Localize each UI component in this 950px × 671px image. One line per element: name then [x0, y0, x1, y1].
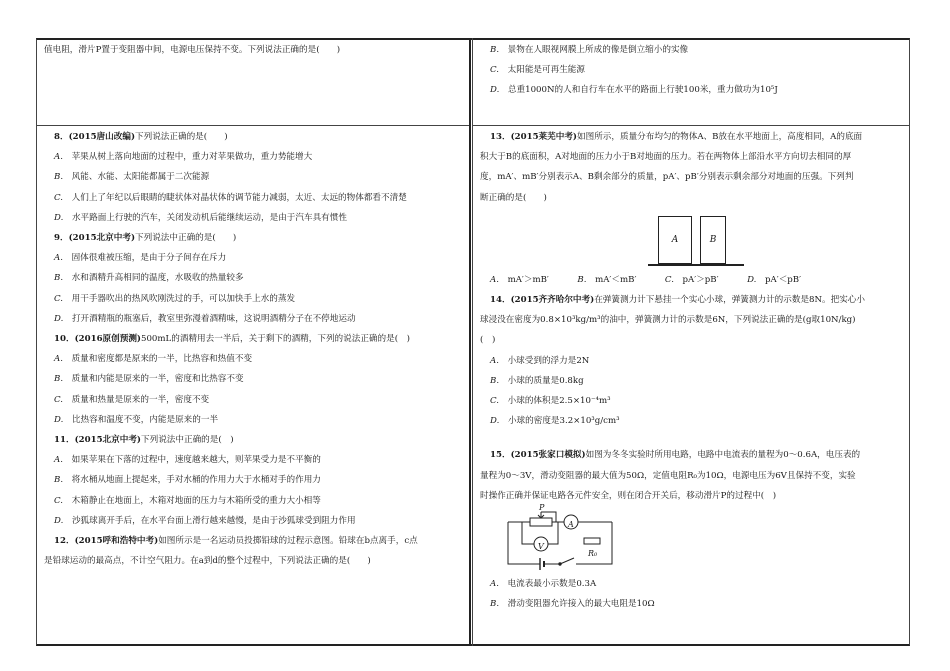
- question-15-stem: 15．(2015张家口模拟)如图为冬冬实验时所用电路，电路中电流表的量程为0～0.6A，电压表的: [490, 450, 861, 461]
- block-a: A: [658, 216, 692, 264]
- question-11-option-b: B. 将水桶从地面上提起来，手对水桶的作用力大于水桶对手的作用力: [54, 475, 321, 486]
- question-14-option-c: C. 小球的体积是2.5×10⁻⁴m³: [490, 396, 611, 407]
- question-8-option-a: A. 苹果从树上落向地面的过程中，重力对苹果做功，重力势能增大: [54, 152, 313, 163]
- question-14-option-a: A. 小球受到的浮力是2N: [490, 355, 590, 366]
- question-14-option-d: D. 小球的密度是3.2×10³g/cm³: [490, 416, 620, 427]
- right-section-divider: [473, 125, 910, 126]
- right-column-top: [480, 40, 905, 101]
- question-8-option-d: D. 水平路面上行驶的汽车，关闭发动机后能继续运动，是由于汽车具有惯性: [54, 212, 347, 223]
- question-9-option-b: B. 水和酒精升高相同的温度，水吸收的热量较多: [54, 273, 244, 284]
- question-13-stem-line4: 断正确的是( ): [480, 192, 547, 203]
- column-divider: [469, 38, 471, 646]
- column-divider-inner: [472, 38, 473, 646]
- question-13-stem: 13．(2015莱芜中考)如图所示，质量分布均匀的物体A、B放在水平地面上，高度相同，A的底面: [490, 132, 863, 142]
- question-14-option-b: B. 小球的质量是0.8kg: [490, 375, 584, 386]
- question-11-stem: 11．(2015北京中考)下列说法中正确的是( ): [54, 435, 234, 446]
- question-8-option-c: C. 人们上了年纪以后眼睛的睫状体对晶状体的调节能力减弱，太近、太远的物体都看不清楚: [54, 192, 407, 203]
- carryover-option-d: D. 总重1000N的人和自行车在水平的路面上行驶100米，重力做功为10⁵J: [490, 85, 778, 96]
- voltmeter-label: V: [538, 542, 544, 552]
- left-column-main: [44, 127, 464, 571]
- right-column-main: [480, 127, 905, 614]
- question-10-option-b: B. 质量和内能是原来的一半，密度和比热容不变: [54, 374, 244, 385]
- spacer: [480, 431, 905, 445]
- question-14-stem-line2: 球浸没在密度为0.8×10³kg/m³的油中，弹簧测力计的示数是6N，下列说法正确的是(g取10N/kg): [480, 315, 856, 326]
- question-9-stem: 9．(2015北京中考)下列说法中正确的是( ): [54, 233, 237, 244]
- question-10-option-c: C. 质量和热量是原来的一半，密度不变: [54, 394, 210, 405]
- question-15-stem-line3: 时操作正确并保证电路各元件安全，则在闭合开关后，移动滑片P的过程中( ): [480, 490, 777, 501]
- question-13-stem-line2: 积大于B的底面积，A对地面的压力小于B对地面的压力。若在两物体上部沿水平方向切去相同的厚: [480, 152, 852, 163]
- question-10-option-a: A. 质量和密度都是原来的一半，比热容和热值不变: [54, 354, 253, 365]
- carryover-option-c: C. 太阳能是可再生能源: [490, 65, 585, 76]
- resistor-r0-label: R₀: [588, 549, 598, 559]
- question-10-option-d: D. 比热容和温度不变，内能是原来的一半: [54, 414, 219, 425]
- question-14-stem: 14．(2015齐齐哈尔中考)在弹簧测力计下悬挂一个实心小球，弹簧测力计的示数是8N。把实心小: [490, 295, 865, 306]
- question-8-option-b: B. 风能、水能、太阳能都属于二次能源: [54, 172, 210, 183]
- circuit-svg: [500, 506, 620, 574]
- question-12-stem: 12．(2015呼和浩特中考)如图所示是一名运动员投掷铅球的过程示意图。铅球在b点离手，c点: [54, 536, 418, 547]
- question-15-stem-line2: 量程为0～3V，滑动变阻器的最大值为50Ω，定值电阻R₀为10Ω，电源电压为6V且保持不变，实验: [480, 470, 856, 481]
- question-15-option-a: A. 电流表最小示数是0.3A: [490, 579, 597, 590]
- question-8-stem: 8．(2015唐山改编)下列说法正确的是( ): [54, 132, 228, 142]
- ground-line: [648, 264, 744, 266]
- blocks-a-b-figure: [648, 208, 744, 270]
- question-11-option-c: C. 木箱静止在地面上，木箱对地面的压力与木箱所受的重力大小相等: [54, 495, 321, 506]
- question-9-option-d: D. 打开酒精瓶的瓶塞后，教室里弥漫着酒精味，这说明酒精分子在不停地运动: [54, 313, 356, 324]
- question-11-option-a: A. 如果苹果在下落的过程中，速度越来越大，则苹果受力是不平衡的: [54, 455, 321, 466]
- carryover-option-b: B. 景物在人眼视网膜上所成的像是倒立缩小的实像: [490, 45, 689, 55]
- question-9-option-a: A. 固体很难被压缩，是由于分子间存在斥力: [54, 253, 227, 264]
- ammeter-label: A: [568, 520, 574, 530]
- question-13-stem-line3: 度，mA′、mB′分别表示A、B剩余部分的质量，pA′、pB′分别表示剩余部分对地面的压强。下列判: [480, 172, 854, 183]
- question-13-options: A. mA′＞mB′ B. mA′＜mB′ C. pA′＞pB′ D. pA′＜pB′: [490, 274, 802, 285]
- question-15-option-b: B. 滑动变阻器允许接入的最大电阻是10Ω: [490, 599, 655, 610]
- circuit-diagram: [500, 503, 905, 574]
- question-9-option-c: C. 用干手器吹出的热风吹刚洗过的手，可以加快手上水的蒸发: [54, 293, 296, 304]
- slider-label-p: P: [539, 503, 545, 513]
- continued-stem-line: 值电阻，滑片P置于变阻器中间，电源电压保持不变。下列说法正确的是( ): [44, 45, 341, 55]
- question-11-option-d: D. 沙狐球离开手后，在水平台面上滑行越来越慢，是由于沙狐球受到阻力作用: [54, 515, 356, 526]
- question-12-stem-line2: 是铅球运动的最高点，不计空气阻力。在a到d的整个过程中，下列说法正确的是( ): [44, 556, 371, 567]
- question-10-stem: 10．(2016原创预测)500mL的酒精用去一半后，关于剩下的酒精，下列的说法正确的是( ): [54, 334, 410, 345]
- left-section-divider: [36, 125, 469, 126]
- left-column-top: [44, 40, 464, 60]
- question-14-stem-line3: ( ): [480, 335, 496, 346]
- block-b: B: [700, 216, 726, 264]
